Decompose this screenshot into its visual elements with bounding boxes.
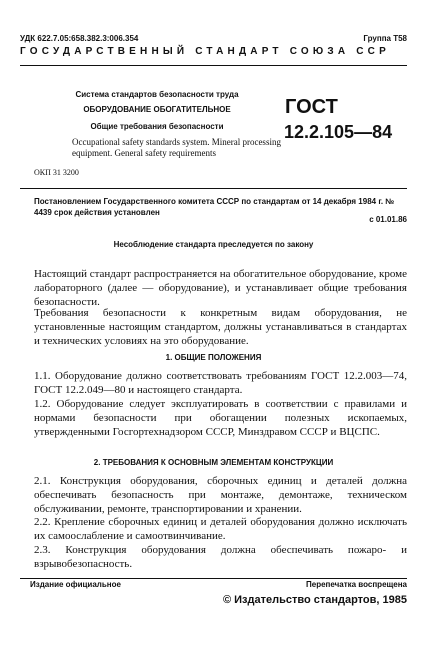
reprint-notice: Перепечатка воспрещена bbox=[306, 580, 407, 589]
header-divider bbox=[20, 65, 407, 66]
udk-code: УДК 622.7.05:658.382.3:006.354 bbox=[20, 34, 139, 43]
clause-paragraph: 2.2. Крепление сборочных единиц и деталей оборудования должно исключать их самоослабление и самоотвинчивание. bbox=[34, 516, 407, 542]
noncompliance-notice: Несоблюдение стандарта преследуется по закону bbox=[113, 240, 314, 249]
group-code: Группа Т58 bbox=[363, 34, 407, 43]
publisher-copyright: © Издательство стандартов, 1985 bbox=[222, 594, 407, 606]
intro-paragraph: Настоящий стандарт распространяется на обогатительное оборудование, кроме лабораторного (далее — оборудование), и устанавливает общие требования безопасности. bbox=[34, 268, 407, 308]
gost-number: 12.2.105—84 bbox=[284, 122, 393, 142]
section-heading: 2. ТРЕБОВАНИЯ К ОСНОВНЫМ ЭЛЕМЕНТАМ КОНСТРУКЦИИ bbox=[93, 458, 334, 467]
standard-header: ГОСУДАРСТВЕННЫЙ СТАНДАРТ СОЮЗА ССР bbox=[20, 46, 390, 57]
clause-paragraph: 1.2. Оборудование следует эксплуатировать в соответствии с правилами и нормами безопасности при обогащении полезных ископаемых, утвержденными Госгортехнадзором СССР, Минздравом СССР и ВЦСПС. bbox=[34, 398, 407, 438]
footer-divider bbox=[20, 578, 407, 579]
document-title: ОБОРУДОВАНИЕ ОБОГАТИТЕЛЬНОЕ bbox=[83, 105, 231, 114]
system-line: Система стандартов безопасности труда bbox=[75, 90, 239, 99]
intro-paragraph: Требования безопасности к конкретным видам оборудования, не установленные настоящим стандартом, должны устанавливаться в стандартах и технических условиях на это оборудование. bbox=[34, 307, 407, 347]
okp-divider bbox=[20, 188, 407, 189]
document-subtitle: Общие требования безопасности bbox=[90, 122, 224, 131]
effective-date: с 01.01.86 bbox=[369, 215, 407, 224]
clause-paragraph: 2.1. Конструкция оборудования, сборочных единиц и деталей должна обеспечивать безопасность при монтаже, демонтаже, техническом обслуживании, ремонте, транспортировании и хранении. bbox=[34, 475, 407, 515]
decree-text: Постановлением Государственного комитета СССР по стандартам от 14 декабря 1984 г. № 4439 срок действия установлен bbox=[34, 197, 395, 217]
gost-label: ГОСТ bbox=[285, 96, 338, 118]
official-edition-label: Издание официальное bbox=[30, 580, 121, 589]
clause-paragraph: 2.3. Конструкция оборудования должна обеспечивать пожаро- и взрывобезопасность. bbox=[34, 544, 407, 570]
english-title: Occupational safety standards system. Mineral processing equipment. General safety requirements bbox=[72, 137, 281, 158]
okp-code: ОКП 31 3200 bbox=[34, 168, 79, 177]
section-heading: 1. ОБЩИЕ ПОЛОЖЕНИЯ bbox=[165, 353, 262, 362]
clause-paragraph: 1.1. Оборудование должно соответствовать требованиям ГОСТ 12.2.003—74, ГОСТ 12.2.049—80 и настоящего стандарта. bbox=[34, 370, 407, 396]
